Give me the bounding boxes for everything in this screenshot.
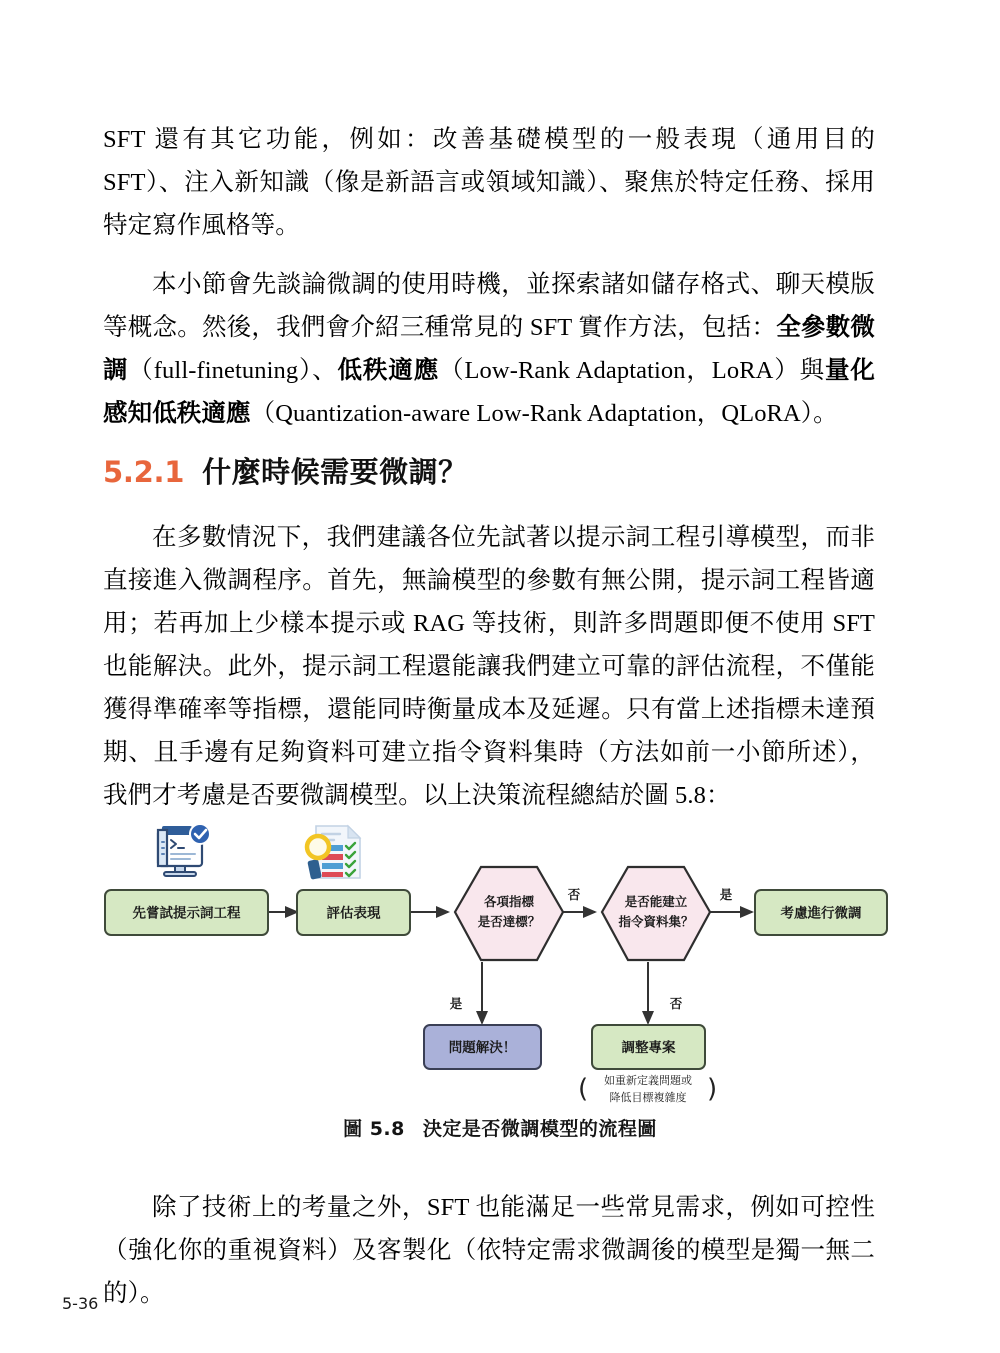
flow-node-2-label: 評估表現: [326, 905, 381, 922]
paragraph-1: SFT 還有其它功能，例如：改善基礎模型的一般表現（通用目的 SFT）、注入新知識（像是新語言或領域知識）、聚焦於特定任務、採用特定寫作風格等。: [103, 126, 875, 239]
flow-node-1-label: 先嘗試提示詞工程: [132, 905, 241, 922]
note-close-paren: ): [707, 1074, 718, 1104]
edge-label-yes-1: 是: [719, 887, 733, 902]
flow-node-consider-finetuning: [755, 890, 887, 935]
flow-node-try-prompt-engineering: [105, 890, 268, 935]
flow-node-4-label-line2: 指令資料集？: [618, 914, 694, 929]
paragraph-4: 除了技術上的考量之外，SFT 也能滿足一些常見需求，例如可控性（強化你的重視資料）及客製化（依特定需求微調後的模型是獨一無二的）。: [103, 1194, 875, 1307]
term-qlora: 量化感知低秩適應: [103, 357, 876, 427]
body-content-2: [103, 516, 875, 817]
paragraph-2-part-d: （Quantization-aware Low-Rank Adaptation，QLoRA）。: [250, 400, 838, 427]
flow-node-3-label-line1: 各項指標: [483, 894, 535, 909]
section-heading: [103, 450, 468, 491]
flow-node-5-label: 考慮進行微調: [780, 905, 862, 922]
page-number: 5-36: [62, 1294, 99, 1313]
flowchart-svg: [0, 812, 1000, 1132]
term-lora: 低秩適應: [337, 357, 440, 384]
section-number: 5.2.1: [103, 455, 185, 489]
edge-label-no-2: 否: [669, 996, 683, 1011]
body-content-3: [103, 1186, 875, 1315]
edge-label-no-1: 否: [567, 887, 581, 902]
paragraph-2-part-c: （Low-Rank Adaptation，LoRA）與: [439, 357, 826, 384]
term-full-finetuning: 全參數微調: [103, 314, 875, 384]
flow-node-can-build-dataset: [602, 867, 710, 960]
paragraph-2-part-a: 本小節會先談論微調的使用時機，並探索諸如儲存格式、聊天模版等概念。然後，我們會介紹三種常見的 SFT 實作方法，包括：: [103, 271, 875, 341]
figure-caption-number: 圖 5.8: [343, 1118, 405, 1140]
figure-5-8: [0, 812, 1000, 1132]
document-checklist-magnifier-icon: [307, 826, 360, 880]
flow-node-4-label-line1: 是否能建立: [624, 894, 688, 909]
terminal-monitor-check-icon: [158, 824, 210, 876]
figure-caption: [0, 1114, 1000, 1141]
note-line-1: 如重新定義問題或: [604, 1074, 692, 1087]
flow-node-3-label-line2: 是否達標？: [477, 914, 541, 929]
flow-node-6-label: 問題解決！: [448, 1040, 517, 1056]
section-title: 什麼時候需要微調？: [202, 455, 468, 489]
paragraph-3: 在多數情況下，我們建議各位先試著以提示詞工程引導模型，而非直接進入微調程序。首先，無論模型的參數有無公開，提示詞工程皆適用；若再加上少樣本提示或 RAG 等技術，則許多問題即便不使用 SFT 也能解決。此外，提示詞工程還能讓我們建立可靠的評估流程，不僅能獲得準確率等指標，還能同時衡量成本及延遲。只有當上述指標未達預期、且手邊有足夠資料可建立指令資料集時（方法如前一小節所述），我們才考慮是否要微調模型。以上決策流程總結於圖 5.8：: [103, 524, 875, 809]
note-line-2: 降低目標複雜度: [609, 1091, 687, 1104]
figure-caption-text: 決定是否微調模型的流程圖: [422, 1118, 657, 1140]
flow-note-adjust-project: [578, 1073, 717, 1104]
note-open-paren: (: [578, 1074, 589, 1104]
paragraph-2-part-b: （full-finetuning）、: [128, 357, 338, 384]
paragraph-2: [103, 263, 875, 435]
flow-node-evaluate-performance: [297, 890, 410, 935]
edge-label-yes-2: 是: [449, 996, 463, 1011]
flow-node-problem-solved: [424, 1025, 541, 1069]
flow-node-7-label: 調整專案: [621, 1040, 676, 1056]
flow-node-metrics-meet-target: [455, 867, 563, 960]
flow-node-adjust-project: [592, 1025, 705, 1069]
body-content: [103, 118, 875, 435]
